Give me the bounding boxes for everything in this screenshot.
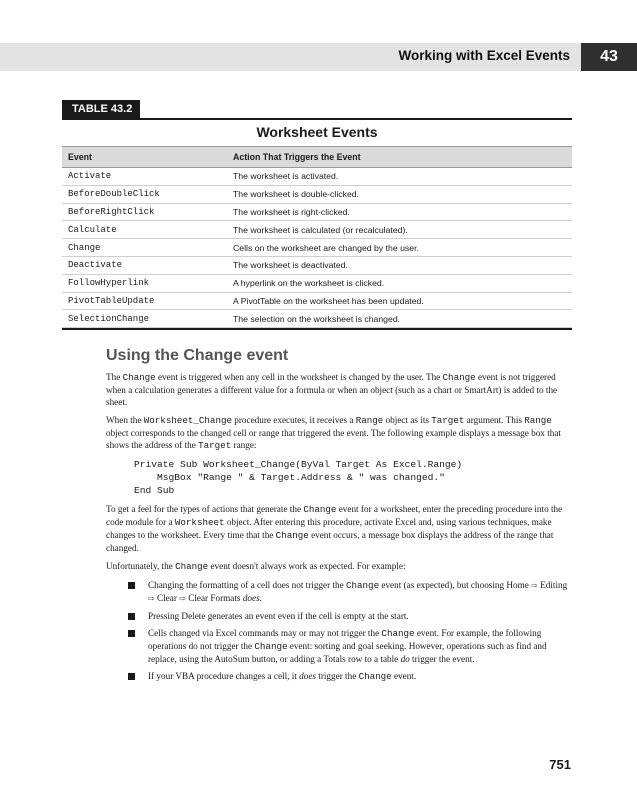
inline-code: Range: [524, 415, 552, 426]
body-text: [106, 371, 574, 688]
table-row: [62, 239, 572, 257]
code-line: Private Sub Worksheet_Change(ByVal Target As Excel.Range): [134, 459, 463, 470]
worksheet-events-table: [62, 146, 572, 330]
inline-code: Worksheet_Change: [143, 415, 232, 426]
page-number: 751: [549, 757, 571, 772]
table-bottom-rule: [62, 328, 572, 330]
table-row: [62, 186, 572, 204]
paragraph-feel: To get a feel for the types of actions that generate the Change event for a worksheet, enter the preceding procedure into the code module for a Worksheet object. After entering this procedure, activate Excel and, using various techniques, make changes to the worksheet. Every time that the Change event occurs, a message box displays the address of the range that changed.: [106, 504, 563, 553]
inline-code: Worksheet: [174, 517, 225, 528]
event-name: Calculate: [68, 224, 117, 235]
inline-code: Range: [355, 415, 384, 426]
table-title: Worksheet Events: [256, 124, 378, 140]
table-row: [62, 293, 572, 311]
event-name: BeforeDoubleClick: [68, 189, 160, 200]
table-row: [62, 275, 572, 293]
event-action: The worksheet is right-clicked.: [233, 206, 350, 217]
event-name: SelectionChange: [68, 313, 150, 324]
inline-code: Change: [122, 372, 156, 383]
table-top-rule: [62, 118, 572, 120]
code-line: MsgBox "Range " & Target.Address & " was changed.": [134, 472, 445, 483]
list-item: If your VBA procedure changes a cell, it does trigger the Change event.: [106, 670, 574, 683]
bullet-list: [106, 579, 574, 683]
bullet-square-icon: [128, 673, 135, 680]
list-item: Changing the formatting of a cell does not trigger the Change event (as expected), but choosing Home ⇨ Editing ⇨ Clear ⇨ Clear Formats does.: [106, 579, 574, 605]
section-heading: Using the Change event: [106, 347, 289, 364]
inline-code: Target: [198, 440, 232, 451]
inline-code: Change: [442, 372, 476, 383]
paragraph-unfortunately: Unfortunately, the Change event doesn't always work as expected. For example:: [106, 561, 406, 572]
bullet-square-icon: [128, 582, 135, 589]
event-action: A hyperlink on the worksheet is clicked.: [233, 278, 385, 289]
event-action: The selection on the worksheet is changed.: [233, 313, 401, 324]
table-row: [62, 310, 572, 328]
list-item: Pressing Delete generates an event even if the cell is empty at the start.: [106, 610, 574, 622]
event-action: The worksheet is double-clicked.: [233, 189, 360, 200]
column-header-event: Event: [68, 152, 92, 162]
table-row: [62, 204, 572, 222]
table-row: [62, 221, 572, 239]
code-line: End Sub: [134, 485, 175, 496]
event-action: The worksheet is calculated (or recalculated).: [233, 224, 408, 235]
event-action: Cells on the worksheet are changed by the user.: [233, 242, 419, 253]
inline-code: Change: [254, 641, 288, 652]
running-header-title: Working with Excel Events: [398, 48, 570, 63]
menu-arrow-icon: ⇨: [179, 594, 186, 603]
event-name: PivotTableUpdate: [68, 295, 155, 306]
paragraph-procedure: When the Worksheet_Change procedure executes, it receives a Range object as its Target argument. This Range object corresponds to the changed cell or range that triggered the event. The following example displays a message box that shows the address of the Target range:: [106, 415, 561, 451]
paragraph-intro: The Change event is triggered when any cell in the worksheet is changed by the user. The Change event is not triggered when a calculation generates a different value for a formula or when an object (such as a chart or SmartArt) is added to the sheet.: [106, 372, 558, 407]
code-listing: [134, 458, 574, 497]
inline-code: Change: [346, 580, 380, 591]
inline-code: Change: [303, 504, 337, 515]
inline-code: Target: [431, 415, 465, 426]
event-action: The worksheet is activated.: [233, 171, 339, 182]
chapter-number-tab: 43: [581, 43, 637, 71]
inline-code: Change: [175, 561, 209, 572]
event-action: A PivotTable on the worksheet has been updated.: [233, 295, 424, 306]
inline-code: Change: [381, 628, 415, 639]
event-name: Deactivate: [68, 260, 123, 271]
event-name: BeforeRightClick: [68, 206, 155, 217]
event-action: The worksheet is deactivated.: [233, 260, 348, 271]
table-header-row: [62, 146, 572, 168]
event-name: Activate: [68, 171, 112, 182]
bullet-square-icon: [128, 613, 135, 620]
menu-arrow-icon: ⇨: [148, 594, 155, 603]
inline-code: Change: [358, 671, 392, 682]
menu-arrow-icon: ⇨: [531, 581, 538, 590]
bullet-square-icon: [128, 630, 135, 637]
table-row: [62, 257, 572, 275]
event-name: Change: [68, 242, 101, 253]
table-label: TABLE 43.2: [62, 100, 140, 119]
list-item: Cells changed via Excel commands may or may not trigger the Change event. For example, the following operations do not trigger the Change event: sorting and goal seeking. However, operations such as find and replace, using the AutoSum button, or adding a Totals row to a table do trigger the event.: [106, 627, 574, 665]
column-header-action: Action That Triggers the Event: [233, 152, 361, 162]
table-row: [62, 168, 572, 186]
event-name: FollowHyperlink: [68, 278, 150, 289]
inline-code: Change: [275, 530, 309, 541]
